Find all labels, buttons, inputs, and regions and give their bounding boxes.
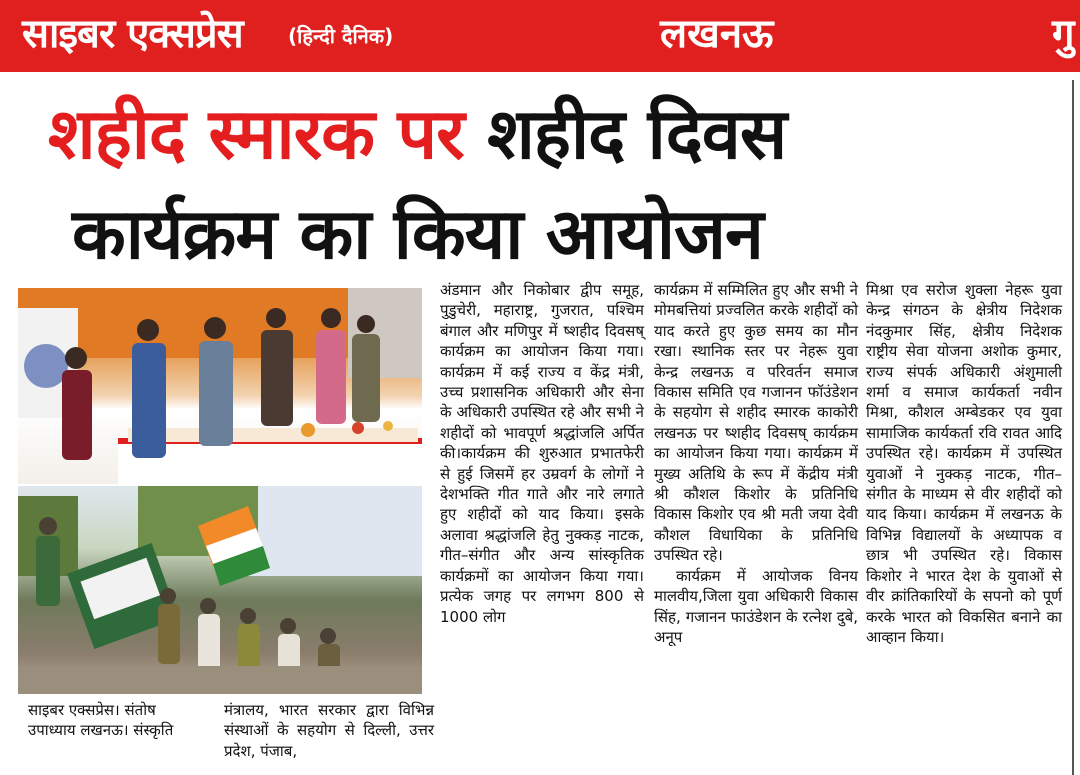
article-column-1: मंत्रालय, भारत सरकार द्वारा विभिन्न संस्थाओं के सहयोग से दिल्ली, उत्तर प्रदेश, पंजाब, (224, 701, 434, 760)
headline-line-2: कार्यक्रम का किया आयोजन (72, 193, 763, 275)
article-column-3 (654, 280, 858, 647)
event-stage-photo (18, 288, 422, 484)
headline-line-1 (48, 86, 786, 182)
edition-name: लखनऊ (660, 11, 774, 57)
headline-red-part: शहीद स्मारक पर (48, 93, 464, 175)
article-column-2: अंडमान और निकोबार द्वीप समूह, पुडुचेरी, महाराष्ट्र, गुजरात, पश्चिम बंगाल और मणिपुर में ष्शहीद दिवसष् कार्यक्रम का आयोजन किया गया। कार्यक्रम में कई राज्य व केंद्र मंत्री, उच्च प्रशासनिक अधिकारी और सेना के अधिकारी उपस्थित रहे और सभी ने शहीदों को भावपूर्ण श्रद्धांजलि अर्पित की।कार्यक्रम की शुरुआत प्रभातफेरी से हुई जिसमें हर उम्रवर्ग के लोगों ने देशभक्ति गीत गाते और नारे लगाते हुए शहीदों को याद किया। इसके अलावा श्रद्धांजलि हेतु नुक्कड़ नाटक, गीत–संगीत और अन्य सांस्कृतिक कार्यक्रमों का आयोजन किया गया। प्रत्येक जगह पर लगभग 800 से 1000 लोग (440, 281, 644, 626)
masthead-edge-text: गु (1052, 11, 1075, 57)
paper-name: साइबर एक्सप्रेस (22, 11, 243, 57)
article-column-3-para-2: कार्यक्रम में आयोजक विनय मालवीय,जिला युवा अधिकारी विकास सिंह, गजानन फाउंडेशन के रत्नेश दुबे, अनूप (654, 566, 858, 646)
stage-photo-illustration (18, 288, 422, 484)
article-column-4: मिश्रा एव सरोज शुक्ला नेहरू युवा केन्द्र संगठन के क्षेत्रीय निदेशक नंदकुमार सिंह, क्षेत्रीय निदेशक राष्ट्रीय सेवा योजना अशोक कुमार, राज्य संपर्क अधिकारी अंशुमाली शर्मा व समाज कार्यकर्ता नवीन मिश्रा, कौशल अम्बेडकर एव युवा सामाजिक कार्यकर्ता रवि रावत आदि उपस्थित रहे। कार्यक्रम में उपस्थित युवाओं ने नुक्कड़ नाटक, गीत– संगीत के माध्यम से वीर शहीदों को याद किया। कार्यक्रम में लखनऊ के विभिन्न विद्यालयों के अध्यापक व छात्र भी उपस्थित रहे। विकास किशोर ने भारत देश के युवाओं से वीर क्रांतिकारियों के सपनो को पूर्ण करके भारत को विकसित बनाने का आव्हान किया। (866, 281, 1062, 646)
masthead-bar (0, 0, 1080, 72)
headline-black-part: शहीद दिवस (487, 93, 787, 175)
article-byline-column: साइबर एक्सप्रेस। संतोष उपाध्याय लखनऊ। संस्कृति (28, 701, 174, 740)
paper-subtitle: (हिन्दी दैनिक) (288, 24, 394, 48)
procession-photo (18, 486, 422, 694)
article-column-3-para-1: कार्यक्रम में सम्मिलित हुए और सभी ने मोमबत्तियां प्रज्वलित करके शहीदों को याद करते हुए कुछ समय का मौन रखा। स्थानिक स्तर पर नेहरू युवा केन्द्र लखनऊ व परिवर्तन समाज विकास समिति एव गजानन फॉउंडेशन के सहयोग से शहीद स्मारक काकोरी लखनऊ पर ष्शहीद दिवसष् कार्यक्रम का आयोजन किया गया। कार्यक्रम में मुख्य अतिथि के रूप में केंद्रीय मंत्री श्री कौशल किशोर के प्रतिनिधि विकास किशोर एव श्री मती जया देवी कौशल विधायिका के प्रतिनिधि उपस्थित रहे। (654, 281, 858, 565)
column-divider (1072, 80, 1074, 775)
procession-photo-illustration (18, 486, 422, 694)
